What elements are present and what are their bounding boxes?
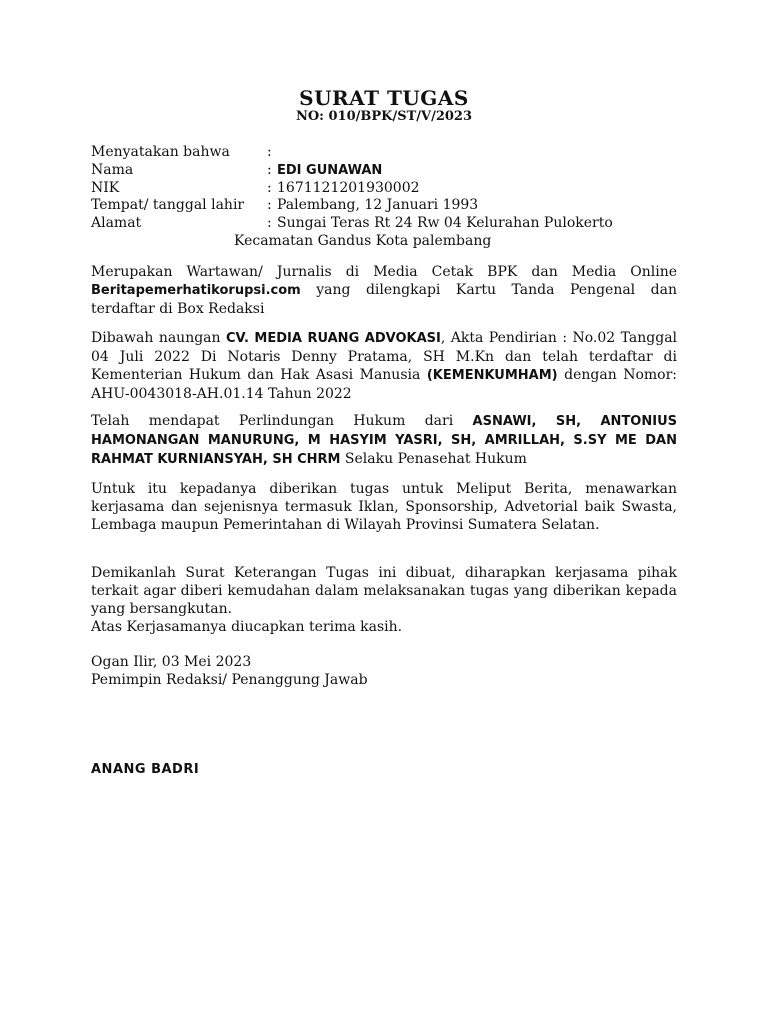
para1-text-2: yang dilengkapi Kartu Tanda Pengenal dan terdaftar di Box Redaksi [91, 282, 677, 317]
address-line2: Kecamatan Gandus Kota palembang [234, 233, 492, 249]
nik-row [91, 179, 420, 197]
para3-text-1: Telah mendapat Perlindungan Hukum dari [91, 413, 473, 429]
birth-label: Tempat/ tanggal lahir [91, 197, 245, 213]
colon: : [267, 197, 272, 213]
name-row [91, 161, 382, 180]
legal-advisors: ASNAWI, SH, ANTONIUS HAMONANGAN MANURUNG, M HASYIM YASRI, SH, AMRILLAH, S.SY ME DAN RAHMAT KURNIANSYAH, SH CHRM [91, 414, 677, 467]
paragraph-closing: Demikanlah Surat Keterangan Tugas ini dibuat, diharapkan kerjasama pihak terkait agar diberi kemudahan dalam melaksanakan tugas yang diberikan kepada yang bersangkutan. [91, 565, 677, 617]
media-website: Beritapemerhatikorupsi.com [91, 283, 301, 298]
paragraph-company [91, 329, 677, 403]
intro-row [91, 143, 277, 161]
colon: : [267, 180, 272, 196]
colon: : [267, 144, 272, 160]
para1-text-1: Merupakan Wartawan/ Jurnalis di Media Cetak BPK dan Media Online [91, 264, 677, 280]
name-value: EDI GUNAWAN [277, 163, 383, 178]
address-label: Alamat [91, 215, 142, 231]
paragraph-legal-protection [91, 412, 677, 469]
para2-text-3: dengan Nomor: AHU-0043018-AH.01.14 Tahun 2022 [91, 367, 678, 402]
place-date: Ogan Ilir, 03 Mei 2023 [91, 654, 252, 670]
signer-name: ANANG BADRI [91, 762, 200, 777]
colon: : [267, 162, 272, 178]
thanks-line: Atas Kerjasamanya diucapkan terima kasih. [91, 619, 403, 635]
birth-value: Palembang, 12 Januari 1993 [277, 197, 479, 213]
document-number: NO: 010/BPK/ST/V/2023 [295, 109, 473, 124]
paragraph-duties: Untuk itu kepadanya diberikan tugas untuk Meliput Berita, menawarkan kerjasama dan sejenisnya termasuk Iklan, Sponsorship, Advetorial baik Swasta, Lembaga maupun Pemerintahan di Wilayah Provinsi Sumatera Selatan. [91, 481, 677, 533]
para3-text-2: Selaku Penasehat Hukum [340, 451, 527, 467]
nik-label: NIK [91, 180, 120, 196]
document-title: SURAT TUGAS [299, 86, 469, 110]
para2-text-2: , Akta Pendirian : No.02 Tanggal 04 Juli 2022 Di Notaris Denny Pratama, SH M.Kn dan telah terdaftar di Kementerian Hukum dan Hak Asasi Manusia [91, 330, 678, 383]
intro-label: Menyatakan bahwa [91, 144, 230, 160]
paragraph-journalist [91, 263, 677, 318]
birth-row [91, 196, 478, 214]
signer-position: Pemimpin Redaksi/ Penanggung Jawab [91, 672, 368, 688]
name-label: Nama [91, 162, 134, 178]
address-line1: Sungai Teras Rt 24 Rw 04 Kelurahan Pulokerto [277, 215, 613, 231]
colon: : [267, 215, 272, 231]
company-name: CV. MEDIA RUANG ADVOKASI [226, 331, 441, 346]
address-row [91, 214, 613, 232]
nik-value: 1671121201930002 [277, 180, 420, 196]
para2-text-1: Dibawah naungan [91, 330, 227, 346]
ministry-abbrev: (KEMENKUMHAM) [426, 368, 558, 383]
